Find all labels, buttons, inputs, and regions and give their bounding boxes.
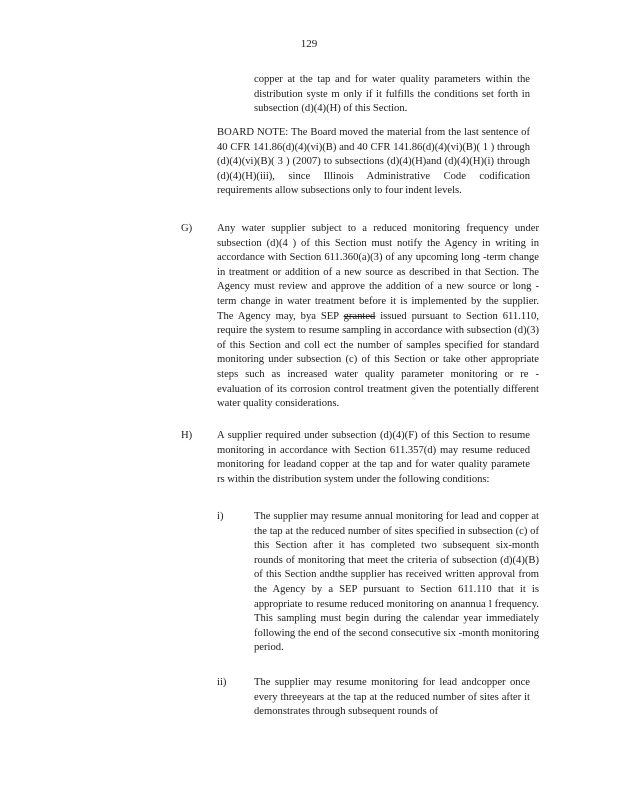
item-g-text-after: issued pursuant to Section 611.110, require the system to resume sampling in accordance with subsection (d)(3) of this Section and coll ect the number of samples specified for standard monitoring under subsection (c) of this Section or take other appropriate steps such as increased water quality parameter monitoring or re -evaluation of its corrosion control treatment given the potentially different water quality considerations. bbox=[217, 310, 539, 410]
board-note bbox=[217, 126, 530, 199]
item-ii-text: The supplier may resume monitoring for lead andcopper once every threeyears at the tap at the reduced number of sites after it demonstrates through subsequent rounds of bbox=[254, 677, 530, 718]
item-ii-paragraph bbox=[254, 676, 530, 720]
item-i-label: i) bbox=[217, 511, 224, 522]
item-g-paragraph bbox=[217, 222, 539, 412]
item-h-paragraph bbox=[217, 429, 530, 487]
item-i-text: The supplier may resume annual monitoring for lead and copper at the tap at the reduced number of sites specified in subsection (c) of this Section after it has completed two subsequent six-month rounds of monitoring that meet the criteria of subsection (d)(4)(B) of this Section andthe supplier has received written approval from the Agency by a SEP pursuant to Section 611.110 that it is appropriate to resume reduced monitoring on anannua l frequency. This sampling must begin during the calendar year immediately following the end of the second consecutive six -month monitoring period. bbox=[254, 511, 539, 654]
item-g-label: G) bbox=[181, 223, 193, 234]
intro-text: copper at the tap and for water quality parameters within the distribution syste m only if it fulfills the conditions set forth in subsection (d)(4)(H) of this Section. bbox=[254, 74, 530, 115]
item-h-label: H) bbox=[181, 430, 193, 441]
item-g-text-before: Any water supplier subject to a reduced monitoring frequency under subsection (d)(4 ) of this Section must notify the Agency in writing in accordance with Section 611.360(a)(3) of any upcoming long -term change in treatment or addition of a new source as described in that Section. The Agency must review and approve the addition of a new source or long -term change in water treatment before it is implemented by the supplier. The Agency may, bya SEP bbox=[217, 223, 539, 322]
board-note-text: BOARD NOTE: The Board moved the material from the last sentence of 40 CFR 141.86(d)(4)(vi)(B) and 40 CFR 141.86(d)(4)(vi)(B)( 1 ) through (d)(4)(vi)(B)( 3 ) (2007) to subsections (d)(4)(H)and (d)(4)(H)(i) through (d)(4)(H)(iii), since Illinois Administrative Code codification requirements allow subsections only to four indent levels. bbox=[217, 127, 530, 197]
item-g-text bbox=[217, 222, 539, 412]
item-h-text: A supplier required under subsection (d)(4)(F) of this Section to resume monitoring in accordance with Section 611.357(d) may resume reduced monitoring for leadand copper at the tap and for water quality paramete rs within the distribution system under the following conditions: bbox=[217, 430, 530, 485]
page-number: 129 bbox=[300, 38, 318, 50]
item-ii-label: ii) bbox=[217, 677, 227, 688]
item-i-paragraph bbox=[254, 510, 539, 656]
item-g-struck-text: granted bbox=[343, 310, 376, 322]
intro-paragraph bbox=[254, 73, 530, 117]
